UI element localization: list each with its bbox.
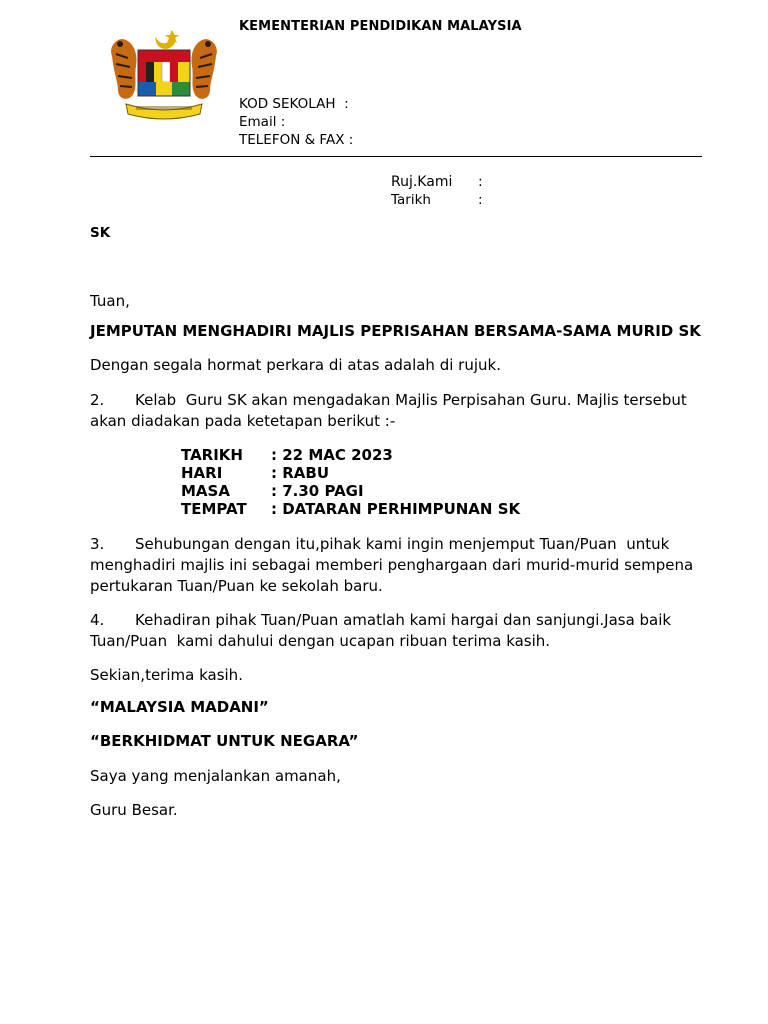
motto-malaysia-madani: “MALAYSIA MADANI”	[90, 698, 269, 716]
detail-hari-value: : RABU	[271, 464, 329, 482]
paragraph-2-line-2: akan diadakan pada ketetapan berikut :-	[90, 412, 396, 430]
paragraph-3-line-1: Sehubungan dengan itu,pihak kami ingin menjemput Tuan/Puan untuk	[135, 535, 670, 553]
paragraph-4	[90, 610, 720, 652]
telefon-fax-label: TELEFON & FAX :	[239, 132, 354, 148]
email-label: Email :	[239, 114, 286, 130]
paragraph-3-line-2: menghadiri majlis ini sebagai memberi penghargaan dari murid-murid sempena	[90, 556, 694, 574]
ruj-kami-colon: :	[478, 174, 483, 190]
signoff: Saya yang menjalankan amanah,	[90, 767, 341, 785]
detail-masa-value: : 7.30 PAGI	[271, 482, 364, 500]
closing: Sekian,terima kasih.	[90, 666, 243, 684]
detail-masa-label: MASA	[181, 482, 230, 500]
paragraph-3-line-3: pertukaran Tuan/Puan ke sekolah baru.	[90, 577, 383, 595]
paragraph-2-line-1: Kelab Guru SK akan mengadakan Majlis Perpisahan Guru. Majlis tersebut	[135, 391, 687, 409]
tarikh-colon: :	[478, 192, 483, 208]
letter-title: JEMPUTAN MENGHADIRI MAJLIS PEPRISAHAN BERSAMA-SAMA MURID SK	[90, 322, 701, 340]
school-contact-block	[239, 95, 353, 149]
recipient: SK	[90, 225, 111, 241]
ministry-name: KEMENTERIAN PENDIDIKAN MALAYSIA	[239, 19, 522, 34]
ruj-kami-label: Ruj.Kami	[391, 174, 453, 190]
detail-tarikh-value: : 22 MAC 2023	[271, 446, 393, 464]
paragraph-3-number: 3.	[90, 535, 105, 553]
paragraph-4-line-2: Tuan/Puan kami dahului dengan ucapan ribuan terima kasih.	[90, 632, 551, 650]
detail-tempat-value: : DATARAN PERHIMPUNAN SK	[271, 500, 521, 518]
detail-hari-label: HARI	[181, 464, 223, 482]
header-divider	[90, 156, 702, 157]
paragraph-3	[90, 534, 720, 597]
event-details	[181, 446, 520, 518]
reference-block	[391, 173, 483, 209]
motto-berkhidmat: “BERKHIDMAT UNTUK NEGARA”	[90, 732, 359, 750]
detail-tempat-label: TEMPAT	[181, 500, 247, 518]
tarikh-label: Tarikh	[391, 192, 431, 208]
malaysia-coat-of-arms-icon	[104, 26, 224, 122]
signature-title: Guru Besar.	[90, 801, 178, 819]
paragraph-2-number: 2.	[90, 391, 105, 409]
salutation: Tuan,	[90, 292, 130, 310]
kod-sekolah-label: KOD SEKOLAH :	[239, 96, 349, 112]
paragraph-4-line-1: Kehadiran pihak Tuan/Puan amatlah kami hargai dan sanjungi.Jasa baik	[135, 611, 672, 629]
detail-tarikh-label: TARIKH	[181, 446, 243, 464]
paragraph-4-number: 4.	[90, 611, 105, 629]
paragraph-1: Dengan segala hormat perkara di atas adalah di rujuk.	[90, 356, 501, 374]
paragraph-2	[90, 390, 720, 432]
